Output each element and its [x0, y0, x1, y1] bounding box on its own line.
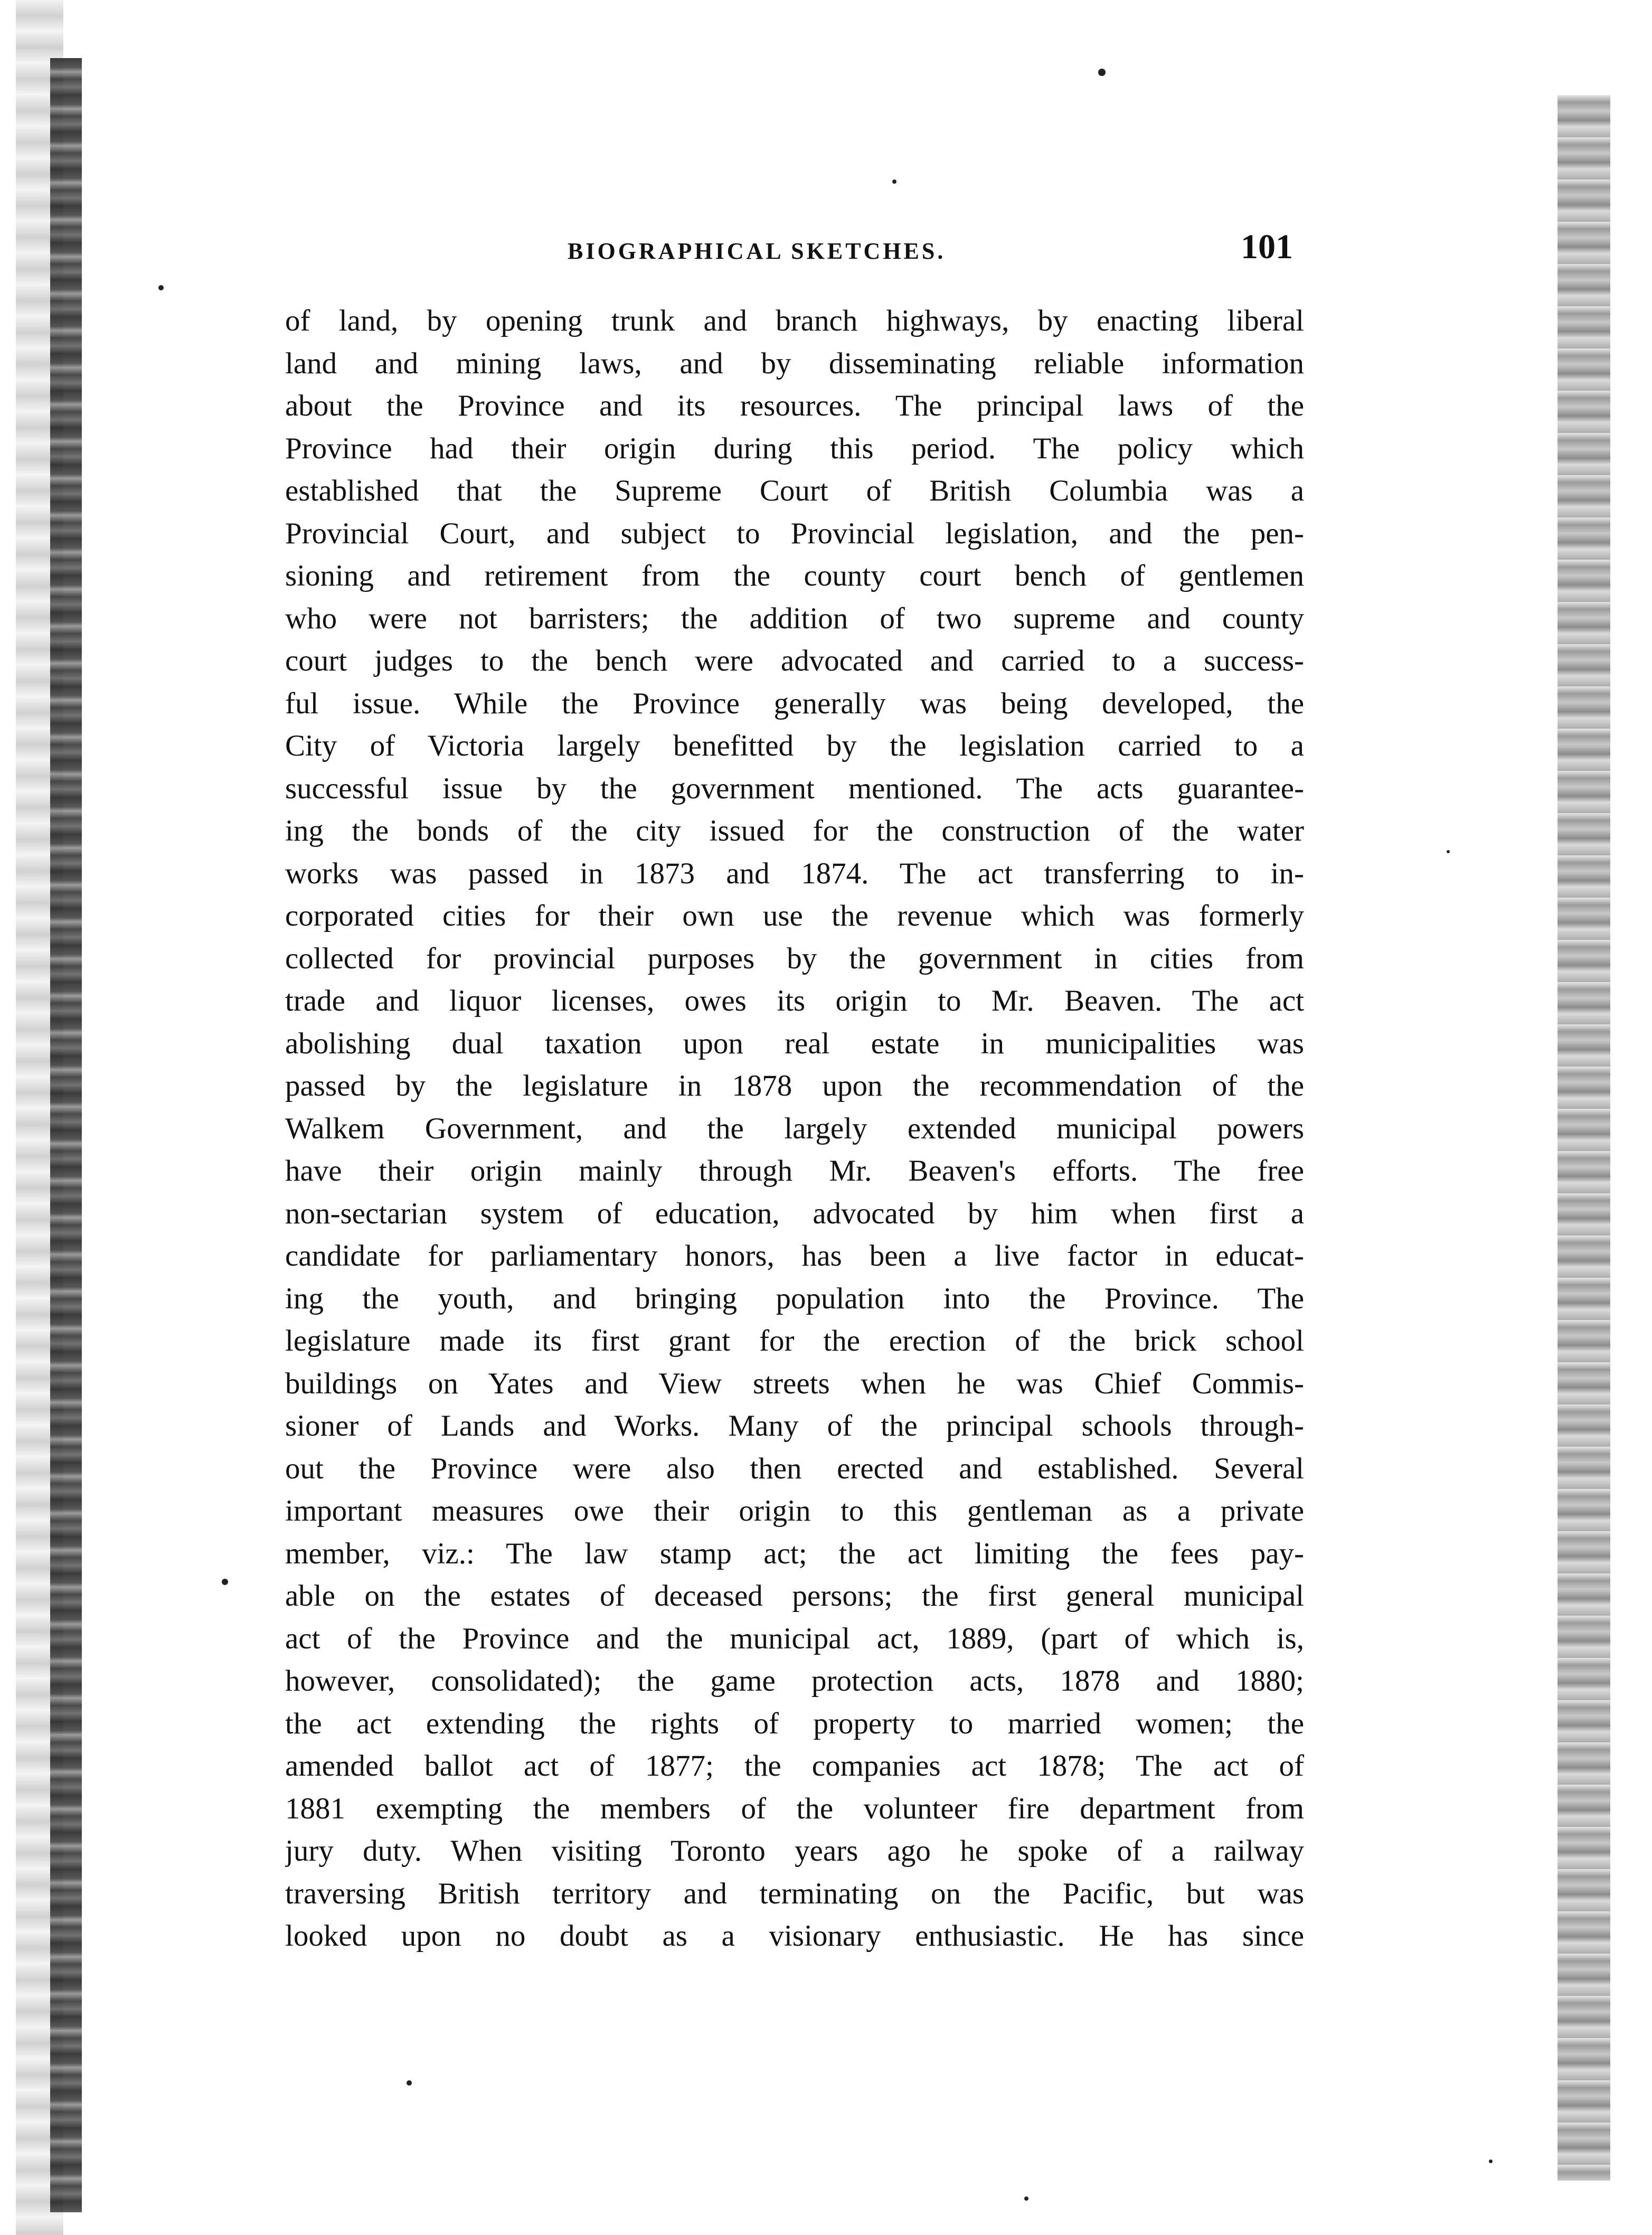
scan-speck — [158, 285, 164, 290]
text-line: who were not barristers; the addition of two supreme and county — [285, 601, 1304, 635]
scan-speck — [1489, 2159, 1493, 2163]
text-line: Walkem Government, and the largely extended municipal powers — [285, 1111, 1304, 1145]
text-line: ing the youth, and bringing population into the Province. The — [285, 1281, 1304, 1315]
binding-edge-right — [1557, 95, 1610, 2181]
text-line: jury duty. When visiting Toronto years ago he spoke of a railway — [285, 1834, 1304, 1868]
text-line: 1881 exempting the members of the volunteer fire department from — [285, 1791, 1304, 1825]
text-line: of land, by opening trunk and branch highways, by enacting liberal — [285, 304, 1304, 337]
text-line: works was passed in 1873 and 1874. The act transferring to in- — [285, 856, 1304, 890]
text-line: established that the Supreme Court of British Columbia was a — [285, 474, 1304, 507]
text-line: abolishing dual taxation upon real estate in municipalities was — [285, 1026, 1304, 1060]
scan-speck — [1098, 69, 1106, 76]
text-line: City of Victoria largely benefitted by the legislation carried to a — [285, 729, 1304, 762]
text-line: amended ballot act of 1877; the companies act 1878; The act of — [285, 1749, 1304, 1783]
text-line: the act extending the rights of property to married women; the — [285, 1706, 1304, 1740]
page-number: 101 — [1241, 228, 1293, 266]
scan-speck — [892, 180, 896, 184]
text-line: member, viz.: The law stamp act; the act limiting the fees pay- — [285, 1536, 1304, 1570]
text-line: ful issue. While the Province generally was being developed, the — [285, 686, 1304, 720]
scan-speck — [1024, 2196, 1028, 2201]
text-line: sioner of Lands and Works. Many of the principal schools through- — [285, 1409, 1304, 1442]
text-line: trade and liquor licenses, owes its origin to Mr. Beaven. The act — [285, 984, 1304, 1017]
text-line: sioning and retirement from the county court bench of gentlemen — [285, 559, 1304, 592]
text-line: ing the bonds of the city issued for the construction of the water — [285, 814, 1304, 847]
text-line: non-sectarian system of education, advocated by him when first a — [285, 1196, 1304, 1230]
text-line: Provincial Court, and subject to Provincial legislation, and the pen- — [285, 516, 1304, 550]
text-line: looked upon no doubt as a visionary enthusiastic. He has since — [285, 1919, 1304, 1953]
text-line: court judges to the bench were advocated and carried to a success- — [285, 644, 1304, 677]
text-line: about the Province and its resources. The principal laws of the — [285, 389, 1304, 422]
text-line: land and mining laws, and by disseminating reliable information — [285, 346, 1304, 380]
text-line: corporated cities for their own use the revenue which was formerly — [285, 899, 1304, 932]
text-line: traversing British territory and terminating on the Pacific, but was — [285, 1876, 1304, 1910]
text-line: important measures owe their origin to this gentleman as a private — [285, 1494, 1304, 1527]
text-line: buildings on Yates and View streets when he was Chief Commis- — [285, 1366, 1304, 1400]
text-line: Province had their origin during this period. The policy which — [285, 431, 1304, 465]
text-line: collected for provincial purposes by the government in cities from — [285, 941, 1304, 975]
text-line: out the Province were also then erected and established. Several — [285, 1451, 1304, 1485]
running-title: BIOGRAPHICAL SKETCHES. — [568, 238, 946, 264]
text-line: however, consolidated); the game protection acts, 1878 and 1880; — [285, 1664, 1304, 1698]
binding-edge-left — [50, 58, 82, 2212]
text-line: act of the Province and the municipal act, 1889, (part of which is, — [285, 1621, 1304, 1655]
text-line: passed by the legislature in 1878 upon the recommendation of the — [285, 1069, 1304, 1102]
text-line: successful issue by the government mentioned. The acts guarantee- — [285, 771, 1304, 805]
scan-speck — [1447, 850, 1450, 853]
text-line: legislature made its first grant for the erection of the brick school — [285, 1324, 1304, 1357]
text-line: able on the estates of deceased persons; the first general municipal — [285, 1579, 1304, 1612]
text-line: have their origin mainly through Mr. Beaven's efforts. The free — [285, 1154, 1304, 1187]
body-text — [285, 300, 1304, 1958]
scan-speck — [407, 2080, 412, 2086]
scan-speck — [222, 1579, 228, 1585]
text-line: candidate for parliamentary honors, has been a live factor in educat- — [285, 1239, 1304, 1272]
